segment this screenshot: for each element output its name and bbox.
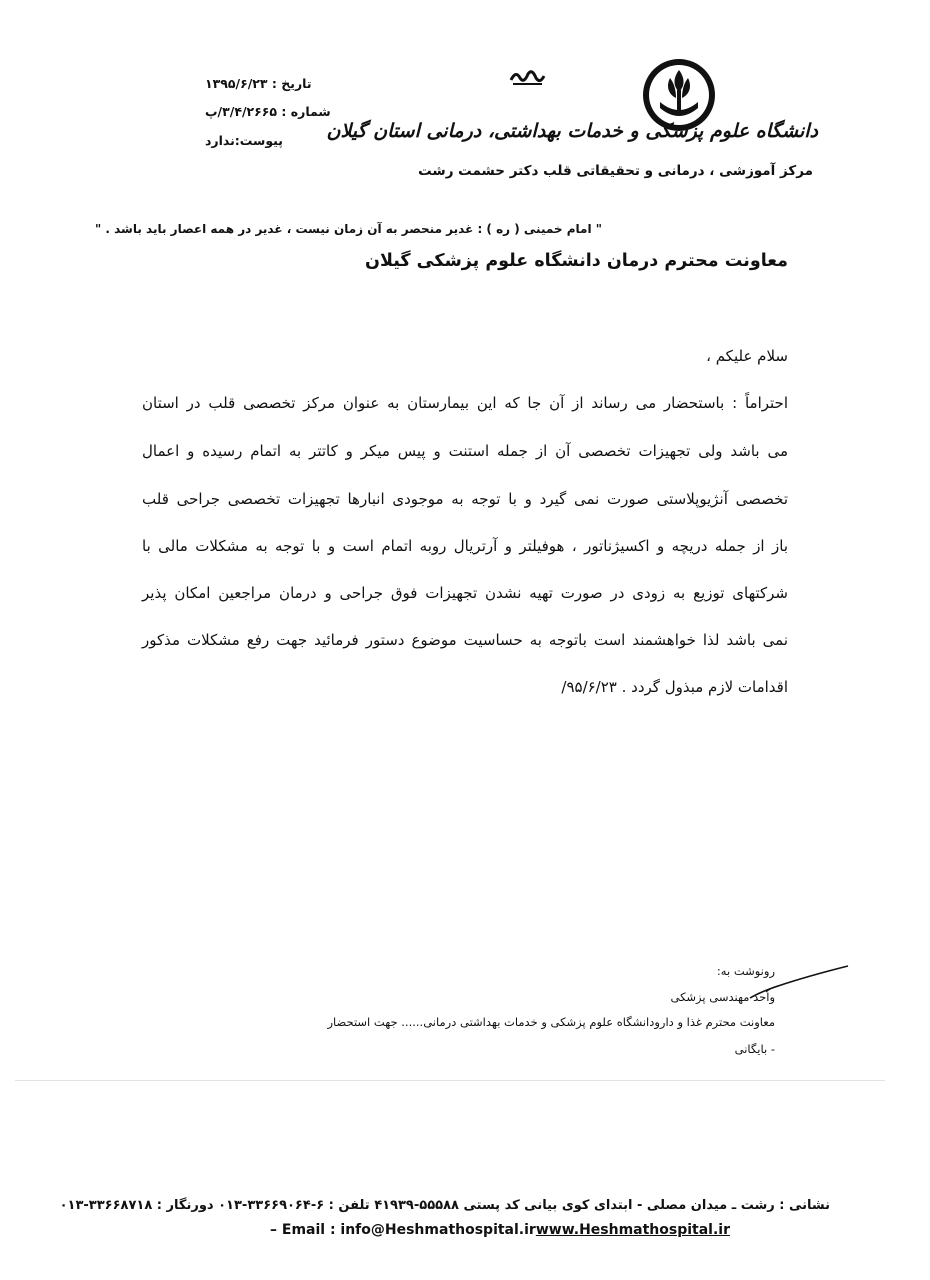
body-line: می باشد ولی تجهیزات تخصصی آن از جمله استنت و پیس میکر و کاتتر به اتمام رسیده و اعمال (142, 442, 788, 460)
cc-item: واحد مهندسی پزشکی (670, 990, 775, 1004)
body-line: تخصصی آنژیوپلاستی صورت نمی گیرد و با توجه به موجودی انبارها تجهیزات تخصصی جراحی قلب (142, 490, 788, 508)
greeting: سلام علیکم ، (706, 347, 788, 365)
number-label: شماره : (281, 104, 331, 119)
footer-contact (270, 1222, 730, 1238)
cc-item: - بایگانی (734, 1042, 775, 1056)
body-line: نمی باشد لذا خواهشمند است باتوجه به حساسیت موضوع دستور فرمائید جهت رفع مشکلات مذکور (142, 631, 788, 649)
body-line: شرکتهای توزیع به زودی در صورت تهیه نشدن تجهیزات فوق جراحی و درمان مراجعین امکان پذیر (142, 584, 788, 602)
attachment-line: پیوست:ندارد (205, 133, 283, 148)
divider (15, 1080, 885, 1081)
date-value: ۱۳۹۵/۶/۲۳ (205, 76, 268, 91)
body-line: باز از جمله دریچه و اکسیژناتور ، هوفیلتر و آرتریال روبه اتمام است و با توجه به مشکلات مالی با (142, 537, 788, 555)
number-line (205, 104, 355, 119)
footer-email: – Email : info@Heshmathospital.ir (270, 1222, 536, 1238)
date-label: تاریخ : (271, 76, 312, 91)
date-line (205, 76, 355, 91)
center-name: مرکز آموزشی ، درمانی و تحقیقاتی قلب دکتر حشمت رشت (418, 163, 813, 179)
footer-website-link[interactable]: www.Heshmathospital.ir (535, 1222, 731, 1238)
signature-stroke-icon (748, 962, 852, 1004)
imam-quote: " امام خمینی ( ره ) : غدیر منحصر به آن زمان نیست ، غدیر در همه اعصار باید باشد . " (94, 222, 602, 236)
closing-line: اقدامات لازم مبذول گردد . ۹۵/۶/۲۳/ (561, 678, 788, 696)
body-line: احتراماً : باستحضار می رساند از آن جا که این بیمارستان به عنوان مرکز تخصصی قلب در استان (142, 394, 788, 412)
number-value: ۳/۴/۲۶۶۵/پ (205, 104, 278, 119)
cc-item: معاونت محترم غذا و دارودانشگاه علوم پزشکی و خدمات بهداشتی درمانی...... جهت استحضار (327, 1015, 775, 1029)
university-name: دانشگاه علوم پزشکی و خدمات بهداشتی، درمانی استان گیلان (326, 120, 818, 142)
recipient-line: معاونت محترم درمان دانشگاه علوم پزشکی گیلان (365, 251, 788, 271)
scribble-mark-icon (508, 66, 546, 88)
cc-heading: رونوشت به: (716, 964, 775, 978)
footer-address: نشانی : رشت ـ میدان مصلی - ابتدای کوی بیانی کد پستی ۵۵۵۸۸-۴۱۹۳۹ تلفن : ۶-۳۳۶۶۹۰۶۴-۰۱۳ دورنگار : ۳۳۶۶۸۷۱۸-۰۱۳ (59, 1198, 830, 1213)
